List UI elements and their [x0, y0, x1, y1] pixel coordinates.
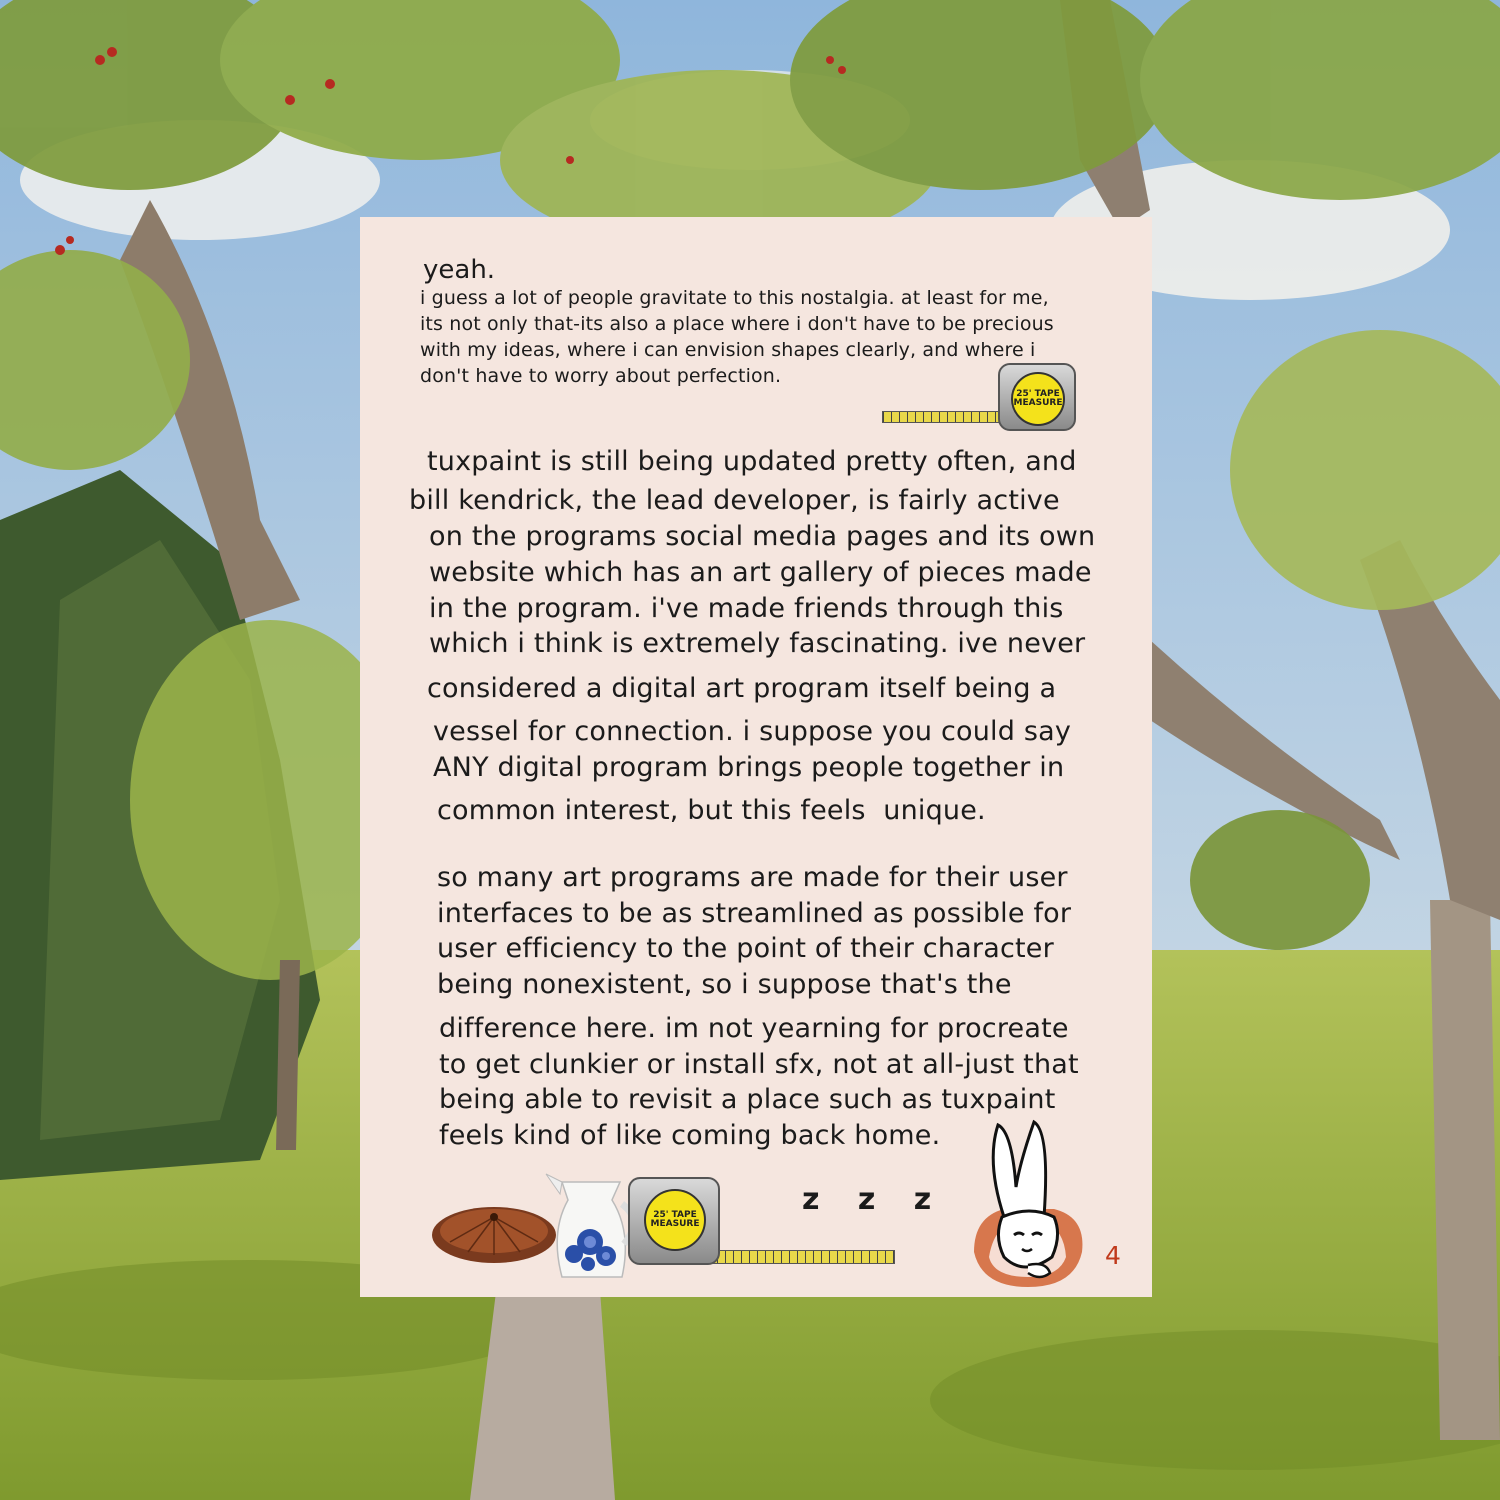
- paragraph-line: feels kind of like coming back home.: [439, 1120, 941, 1151]
- paragraph-line: interfaces to be as streamlined as possible for: [437, 898, 1072, 929]
- page-number: 4: [1105, 1241, 1121, 1270]
- paragraph-line: in the program. i've made friends through this: [429, 593, 1064, 624]
- paragraph-line: vessel for connection. i suppose you could say: [433, 716, 1072, 747]
- tape-measure-icon: [882, 363, 1082, 433]
- paragraph-line: bill kendrick, the lead developer, is fairly active: [409, 485, 1060, 516]
- paragraph-line: difference here. im not yearning for procreate: [439, 1013, 1069, 1044]
- tape-body: [628, 1177, 720, 1265]
- paragraph-line: ANY digital program brings people together in: [433, 752, 1065, 783]
- pitcher-icon: [540, 1172, 640, 1297]
- paragraph-line: which i think is extremely fascinating. ive never: [429, 628, 1086, 659]
- intro-line: its not only that-its also a place where i don't have to be precious: [420, 313, 1054, 335]
- paragraph-line: being nonexistent, so i suppose that's the: [437, 969, 1012, 1000]
- paragraph-line: to get clunkier or install sfx, not at all-just that: [439, 1049, 1079, 1080]
- paragraph-line: considered a digital art program itself being a: [427, 673, 1057, 704]
- paragraph-line: user efficiency to the point of their character: [437, 933, 1054, 964]
- text-card: [360, 217, 1152, 1297]
- tape-strip: [882, 411, 1010, 423]
- paragraph-line: common interest, but this feels unique.: [437, 795, 986, 826]
- intro-line: don't have to worry about perfection.: [420, 365, 782, 387]
- paragraph-line: on the programs social media pages and its own: [429, 521, 1096, 552]
- sleeping-bunny-icon: [964, 1117, 1094, 1292]
- card-heading: yeah.: [423, 255, 496, 285]
- tape-label: 25' TAPE MEASURE: [644, 1189, 706, 1251]
- sleep-text: z z z: [802, 1182, 946, 1217]
- tape-body: [998, 363, 1076, 431]
- paragraph-line: website which has an art gallery of pieces made: [429, 557, 1092, 588]
- intro-line: with my ideas, where i can envision shapes clearly, and where i: [420, 339, 1036, 361]
- paragraph-line: tuxpaint is still being updated pretty often, and: [427, 446, 1077, 477]
- paragraph-line: so many art programs are made for their user: [437, 862, 1068, 893]
- paragraph-line: being able to revisit a place such as tuxpaint: [439, 1084, 1056, 1115]
- intro-line: i guess a lot of people gravitate to this nostalgia. at least for me,: [420, 287, 1049, 309]
- tape-strip: [708, 1250, 895, 1264]
- tape-label: 25' TAPE MEASURE: [1011, 372, 1065, 426]
